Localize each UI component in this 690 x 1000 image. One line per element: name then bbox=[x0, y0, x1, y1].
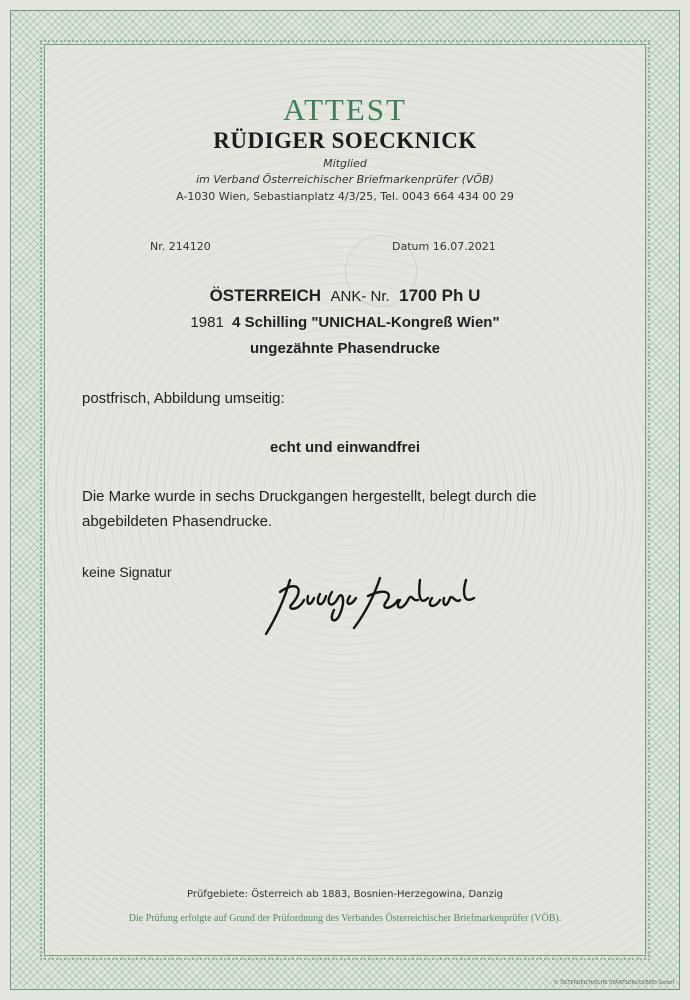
certificate-number: Nr. 214120 bbox=[150, 240, 211, 253]
remark-line-1: Die Marke wurde in sechs Druckgangen hergestellt, belegt durch die bbox=[82, 488, 537, 505]
examiner-name: RÜDIGER SOECKNICK bbox=[213, 128, 477, 153]
condition-text: postfrisch, Abbildung umseitig: bbox=[82, 390, 285, 407]
ank-number: 1700 Ph U bbox=[399, 286, 481, 305]
stamp-line bbox=[0, 314, 690, 331]
examination-areas: Prüfgebiete: Österreich ab 1883, Bosnien-Herzegowina, Danzig bbox=[187, 889, 503, 900]
association-line: im Verband Österreichischer Briefmarkenprüfer (VÖB) bbox=[196, 173, 494, 186]
printer-imprint: © ÖSTERREICHISCHE STAATSDRUCKEREI GmbH bbox=[553, 980, 674, 986]
certificate-date: Datum 16.07.2021 bbox=[392, 240, 496, 253]
member-label: Mitglied bbox=[323, 157, 367, 170]
legal-notice: Die Prüfung erfolgte auf Grund der Prüfordnung des Verbandes Österreichischer Briefmarkenprüfer (VÖB). bbox=[128, 913, 562, 924]
signature-note: keine Signatur bbox=[82, 564, 172, 580]
address-line: A-1030 Wien, Sebastianplatz 4/3/25, Tel. 0043 664 434 00 29 bbox=[176, 190, 514, 203]
remark-line-2: abgebildeten Phasendrucke. bbox=[82, 513, 273, 530]
stamp-year: 1981 bbox=[190, 314, 224, 331]
ank-label: ANK- Nr. bbox=[330, 288, 390, 305]
country: ÖSTERREICH bbox=[209, 286, 322, 305]
stamp-description: 4 Schilling "UNICHAL-Kongreß Wien" bbox=[232, 314, 500, 331]
handwritten-signature bbox=[262, 570, 502, 645]
country-line bbox=[0, 286, 690, 306]
certificate-title: ATTEST bbox=[283, 92, 407, 127]
variety-line: ungezähnte Phasendrucke bbox=[249, 340, 441, 357]
verdict-text: echt und einwandfrei bbox=[269, 439, 420, 456]
